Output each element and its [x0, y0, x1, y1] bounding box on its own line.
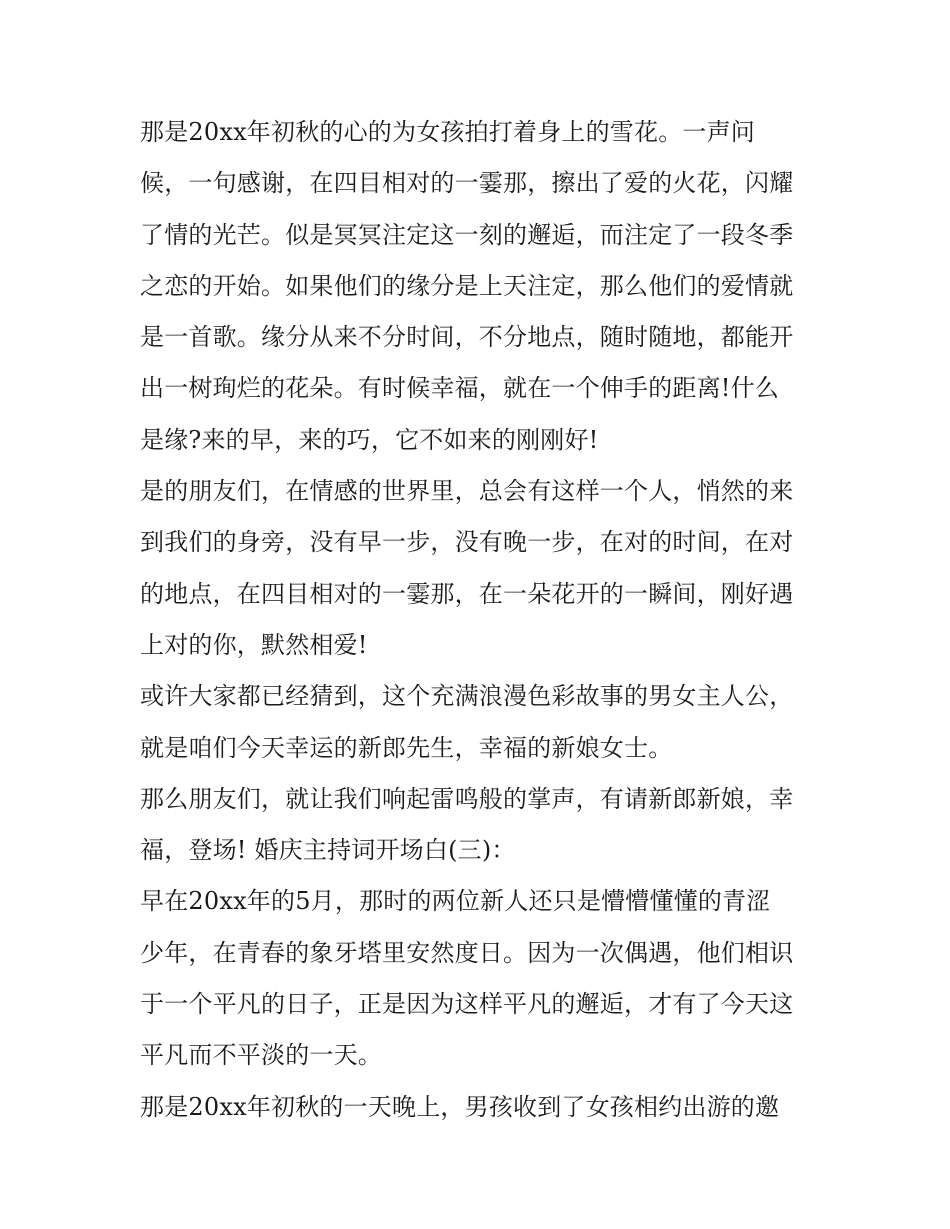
text-line: 是的朋友们，在情感的世界里，总会有这样一个人，悄然的来 — [140, 477, 794, 506]
text-line: 少年，在青春的象牙塔里安然度日。因为一次偶遇，他们相识 — [140, 938, 794, 967]
text-line: 候，一句感谢，在四目相对的一霎那，擦出了爱的火花，闪耀 — [140, 169, 794, 198]
text-line: 福，登场! 婚庆主持词开场白(三)： — [140, 836, 516, 865]
text-line: 之恋的开始。如果他们的缘分是上天注定，那么他们的爱情就 — [140, 271, 794, 300]
text-line: 就是咱们今天幸运的新郎先生，幸福的新娘女士。 — [140, 733, 673, 762]
text-line: 是一首歌。缘分从来不分时间，不分地点，随时随地，都能开 — [140, 323, 794, 352]
text-line: 了情的光芒。似是冥冥注定这一刻的邂逅，而注定了一段冬季 — [140, 220, 794, 249]
text-line: 到我们的身旁，没有早一步，没有晚一步，在对的时间，在对 — [140, 528, 794, 557]
text-line: 早在20xx年的5月，那时的两位新人还只是懵懵懂懂的青涩 — [140, 887, 771, 916]
text-line: 是缘?来的早，来的巧，它不如来的刚刚好! — [140, 425, 599, 454]
text-line: 那么朋友们，就让我们响起雷鸣般的掌声，有请新郎新娘，幸 — [140, 784, 794, 813]
text-line: 那是20xx年初秋的心的为女孩拍打着身上的雪花。一声问 — [140, 118, 756, 146]
text-line: 或许大家都已经猜到，这个充满浪漫色彩故事的男女主人公， — [140, 682, 794, 711]
document-body — [140, 107, 820, 1133]
text-line: 上对的你，默然相爱! — [140, 630, 368, 659]
text-line: 的地点，在四目相对的一霎那，在一朵花开的一瞬间，刚好遇 — [140, 579, 794, 608]
text-line: 那是20xx年初秋的一天晚上，男孩收到了女孩相约出游的邀 — [140, 1092, 780, 1121]
text-line: 出一树珣烂的花朵。有时候幸福，就在一个伸手的距离!什么 — [140, 374, 780, 403]
text-line: 平凡而不平淡的一天。 — [140, 1041, 382, 1070]
text-line: 于一个平凡的日子，正是因为这样平凡的邂逅，才有了今天这 — [140, 990, 794, 1019]
